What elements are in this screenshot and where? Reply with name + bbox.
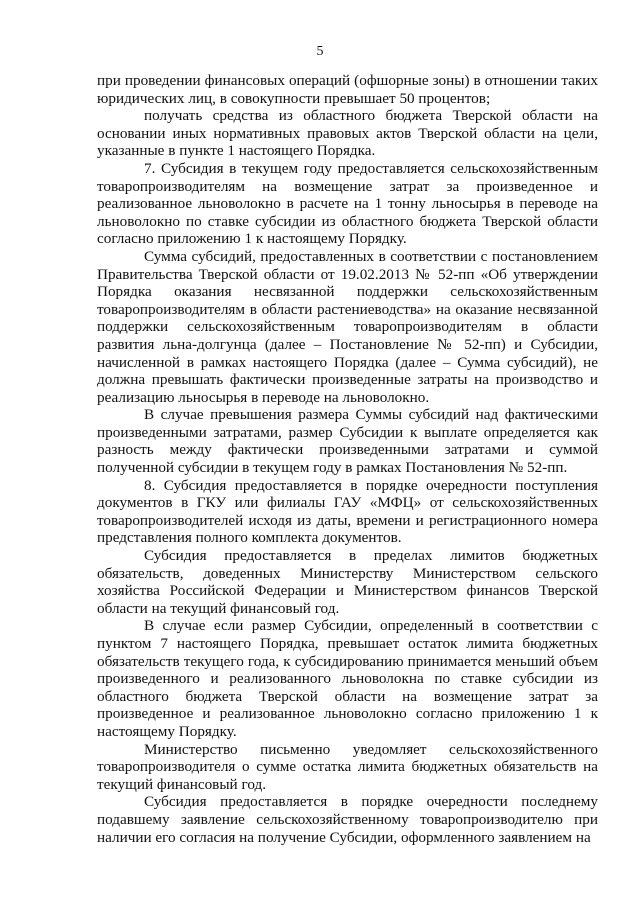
document-body: [97, 72, 598, 846]
paragraph-item-8: 8. Субсидия предоставляется в порядке очередности поступления документов в ГКУ или филиалы ГАУ «МФЦ» от сельскохозяйственных товаропроизводителей исходя из даты, времени и регистрационного номера представления полного комплекта документов.: [97, 476, 598, 547]
paragraph-subsidy-sum: Сумма субсидий, предоставленных в соответствии с постановлением Правительства Тверской области от 19.02.2013 № 52-пп «Об утверждении Порядка оказания несвязанной поддержки сельскохозяйственным товаропроизводителям в области растениеводства» на оказание несвязанной поддержки сельскохозяйственным товаропроизводителям в области развития льна-долгунца (далее – Постановление № 52-пп) и Субсидии, начисленной в рамках настоящего Порядка (далее – Сумма субсидий), не должна превышать фактически произведенные затраты на производство и реализацию льносырья в переводе на льноволокно.: [97, 247, 598, 406]
paragraph-continuation: при проведении финансовых операций (офшорные зоны) в отношении таких юридических лиц, в совокупности превышает 50 процентов;: [97, 72, 598, 107]
page-number: 5: [316, 44, 324, 59]
paragraph-excess: В случае превышения размера Суммы субсидий над фактическими произведенными затратами, размер Субсидии к выплате определяется как разность между фактически произведенными затратами и суммой полученной субсидии в текущем году в рамках Постановления № 52-пп.: [97, 406, 598, 477]
paragraph-other-acts: получать средства из областного бюджета Тверской области на основании иных нормативных правовых актов Тверской области на цели, указанные в пункте 1 настоящего Порядка.: [97, 107, 598, 160]
paragraph-notification: Министерство письменно уведомляет сельскохозяйственного товаропроизводителя о сумме остатка лимита бюджетных обязательств на текущий финансовый год.: [97, 740, 598, 793]
paragraph-limits: Субсидия предоставляется в пределах лимитов бюджетных обязательств, доведенных Министерству Министерством сельского хозяйства Российской Федерации и Министерством финансов Тверской области на текущий финансовый год.: [97, 547, 598, 617]
paragraph-last-applicant: Субсидия предоставляется в порядке очередности последнему подавшему заявление сельскохозяйственному товаропроизводителю при наличии его согласия на получение Субсидии, оформленного заявлением на: [97, 793, 598, 846]
paragraph-item-7: 7. Субсидия в текущем году предоставляется сельскохозяйственным товаропроизводителям на возмещение затрат за произведенное и реализованное льноволокно в расчете на 1 тонну льносырья в переводе на льноволокно по ставке субсидии из областного бюджета Тверской области согласно приложению 1 к настоящему Порядку.: [97, 159, 598, 248]
paragraph-exceeds-limit: В случае если размер Субсидии, определенный в соответствии с пунктом 7 настоящего Порядка, превышает остаток лимита бюджетных обязательств текущего года, к субсидированию принимается меньший объем произведенного и реализованного льноволокна по ставке субсидии из областного бюджета Тверской области на возмещение затрат за произведенное и реализованное льноволокно согласно приложению 1 к настоящему Порядку.: [97, 617, 598, 740]
